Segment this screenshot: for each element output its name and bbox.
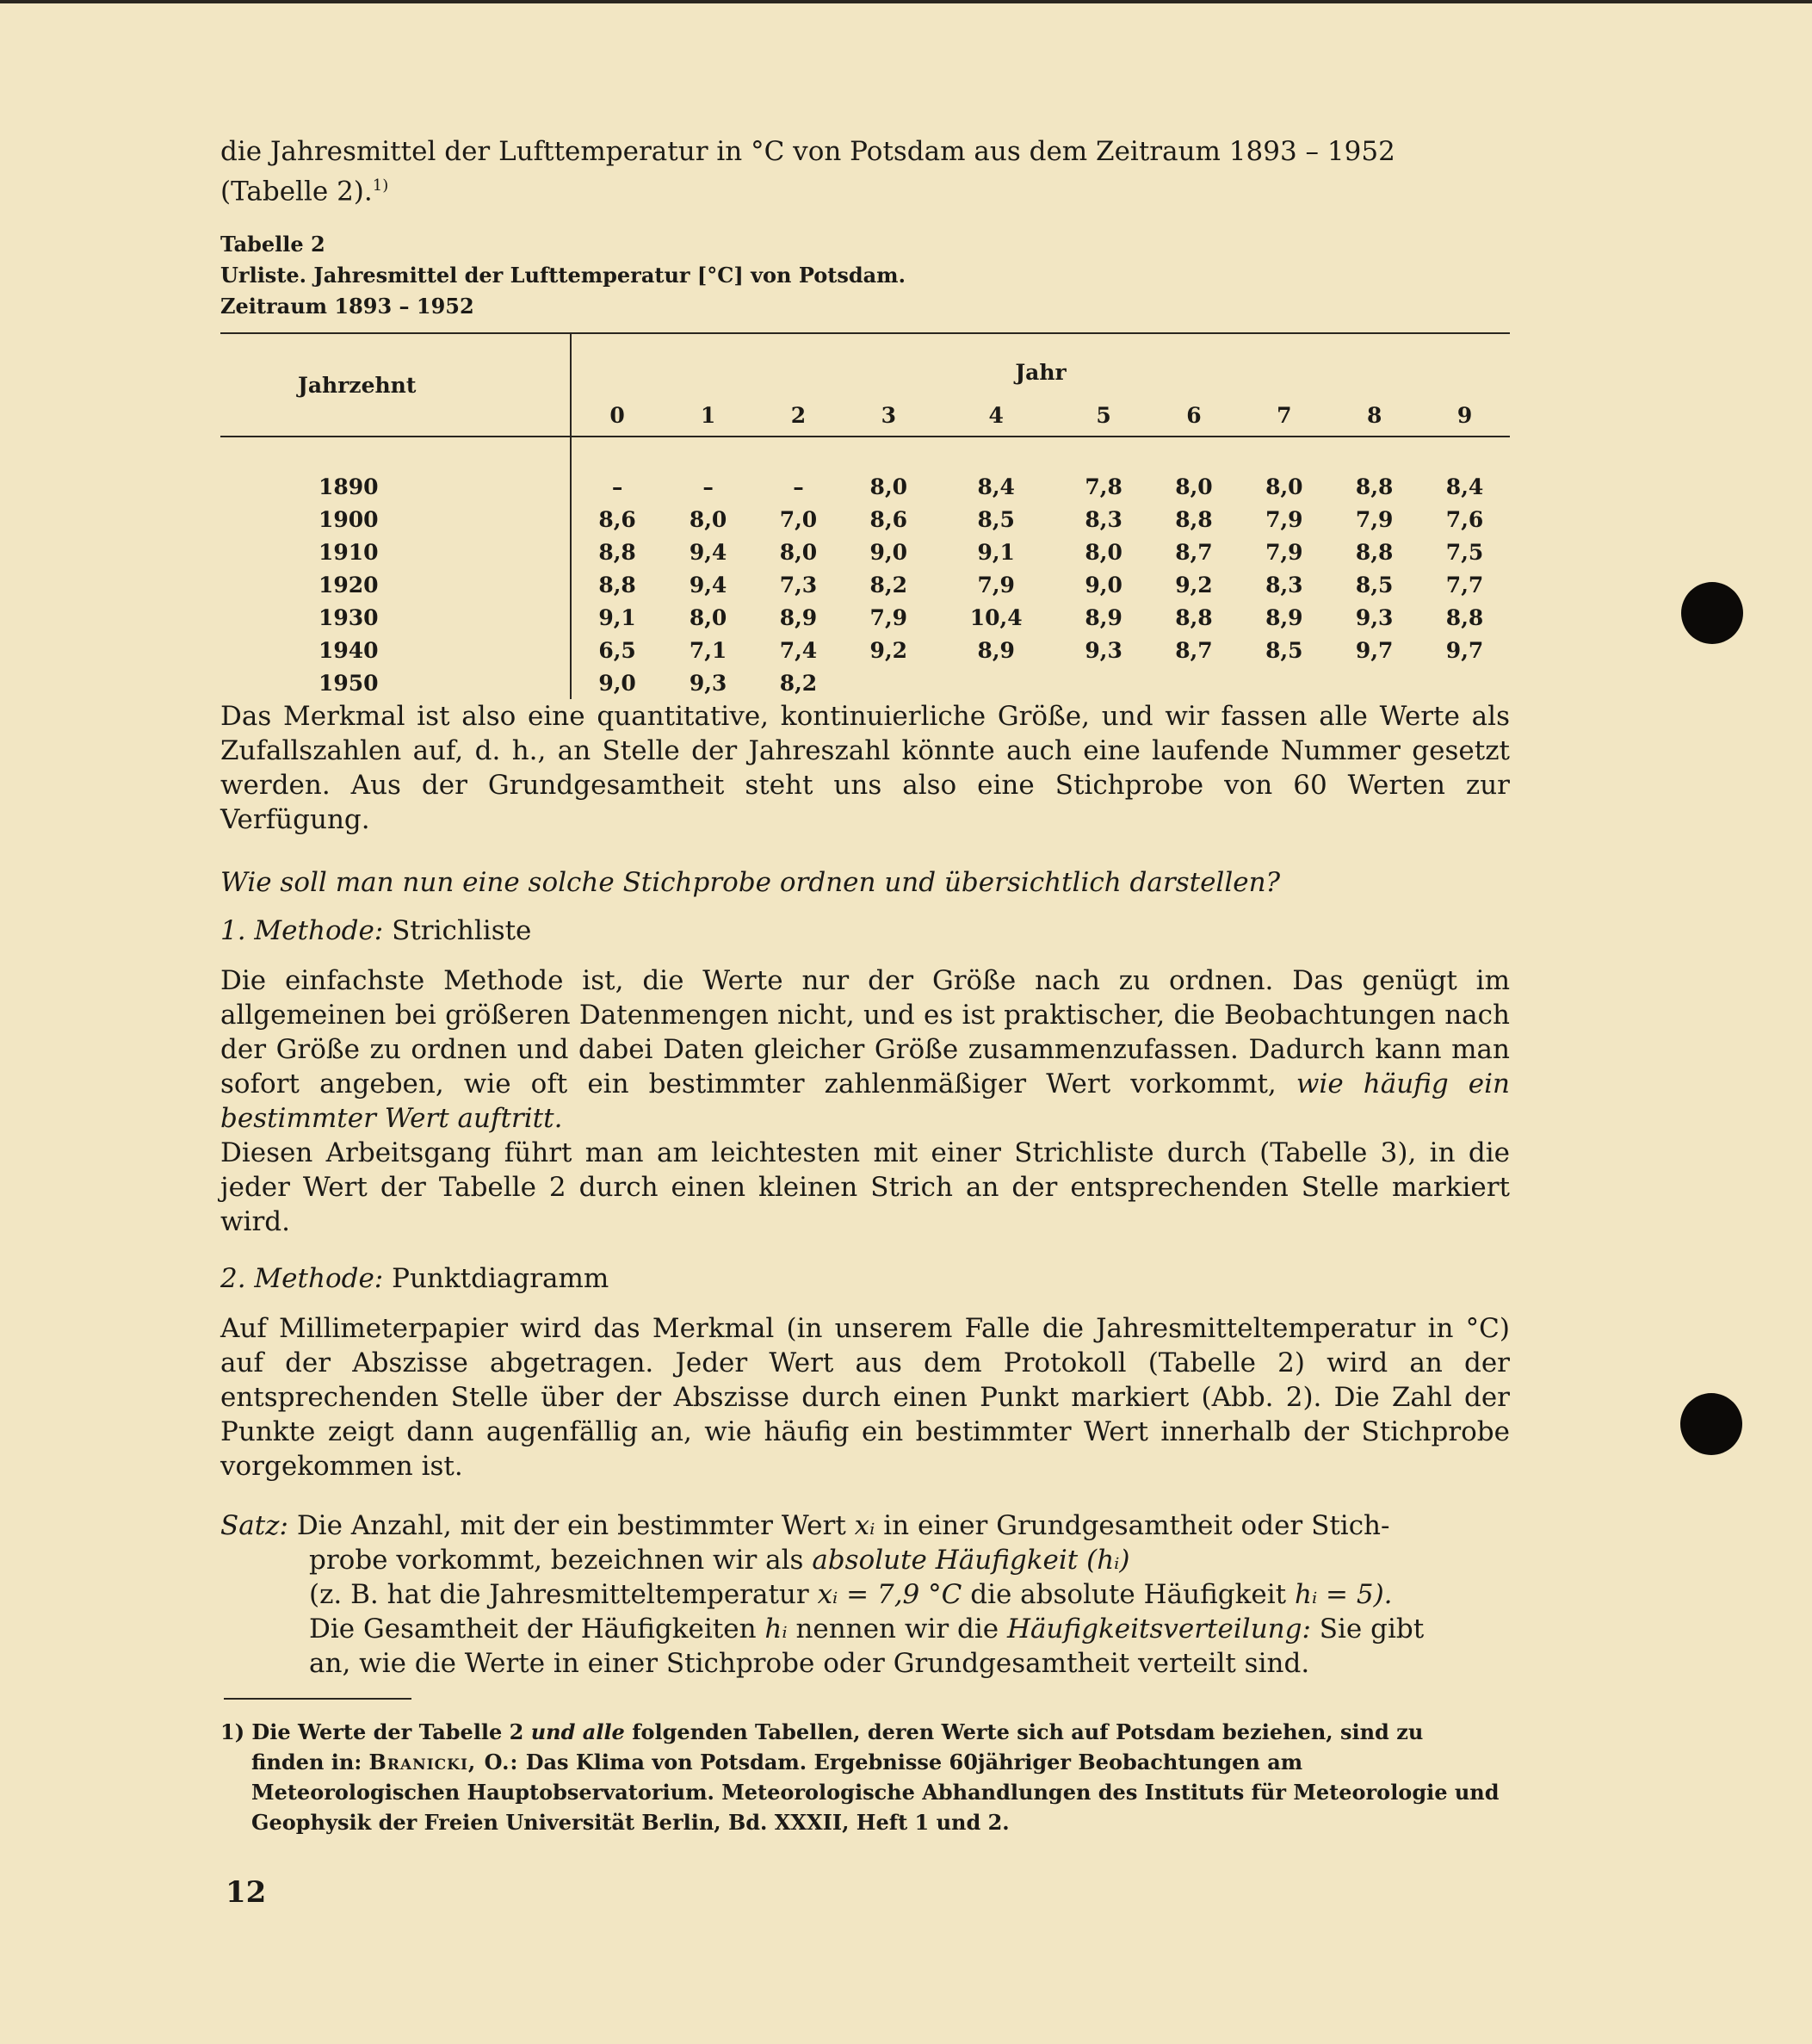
footnote-text: Das Klima von Potsdam. Ergebnisse 60jähriger Beobachtungen am Meteorologischen Hauptobservatorium. Meteorologische Abhandlungen des Instituts für Meteorologie und Geophysik der Freien Universität Berlin, Bd. XXXII, Heft 1 und 2. [251,1750,1500,1835]
temperature-cell: 9,0 [598,670,636,696]
footnote-continuation [220,1747,1510,1837]
temperature-cell: 7,9 [1265,506,1303,532]
temperature-cell: 8,0 [1175,474,1213,499]
column-header-year-digit: 0 [571,396,663,437]
theorem-line-2 [220,1543,1510,1577]
footnote [220,1717,1510,1837]
decade-cell: 1920 [220,568,571,601]
column-header-year-digit: 8 [1329,396,1419,437]
table-row [220,568,1510,601]
temperature-cell: 9,2 [1175,572,1213,598]
temperature-cell: 8,8 [1355,539,1394,565]
question-line: Wie soll man nun eine solche Stichprobe ordnen und übersichtlich darstellen? [220,867,1281,898]
temperature-cell: 6,5 [598,637,636,663]
temperature-cell: 8,7 [1175,637,1213,663]
temperature-cell: 9,0 [1085,572,1122,598]
intro-line-1: die Jahresmittel der Lufttemperatur in °C von Potsdam aus dem Zeitraum 1893 – 1952 [220,136,1395,167]
temperature-cell: 9,3 [1085,637,1122,663]
temperature-cell: 9,2 [869,637,908,663]
method-2-name: Punktdiagramm [392,1263,609,1294]
temperature-cell: 9,7 [1355,637,1394,663]
temperature-cell: 7,9 [977,572,1015,598]
temperature-cell: 7,4 [779,637,818,663]
temperature-cell: 8,3 [1265,572,1303,598]
math-x-i: xᵢ [854,1510,875,1541]
theorem-text: probe vorkommt, bezeichnen wir als [309,1545,804,1576]
theorem-line-3 [220,1577,1510,1612]
temperature-cell: 7,9 [1355,506,1394,532]
table-spacer [220,437,1510,470]
temperature-cell: 8,8 [1175,506,1213,532]
data-table [220,332,1510,699]
footnote-text: Die Werte der Tabelle 2 [251,1719,524,1744]
table-row [220,634,1510,666]
temperature-cell: – [702,474,714,499]
math-example-h: hᵢ = 5). [1294,1579,1393,1610]
temperature-cell: 8,6 [598,506,636,532]
theorem-text: in einer Grundgesamtheit oder Stich- [883,1510,1390,1541]
method-2-heading [220,1261,1510,1296]
footnote-author: Branicki, O.: [368,1750,519,1775]
temperature-cell: 7,0 [779,506,818,532]
temperature-cell: 7,7 [1445,572,1484,598]
temperature-cell: 7,1 [689,637,727,663]
math-example-x: xᵢ = 7,9 °C [817,1579,962,1610]
temperature-cell: 8,8 [1355,474,1394,499]
temperature-table [220,332,1510,699]
decade-cell: 1930 [220,601,571,634]
temperature-cell [1239,666,1329,699]
intro-line-2-text: (Tabelle 2). [220,176,373,207]
temperature-cell: 8,8 [1175,604,1213,630]
intro-paragraph [220,134,1510,208]
temperature-cell [934,666,1059,699]
table-body [220,470,1510,699]
column-header-year-digit: 6 [1149,396,1240,437]
footnote-reference: 1) [372,177,389,195]
paragraph-merkmal: Das Merkmal ist also eine quantitative, kontinuierliche Größe, und wir fassen alle Werte als Zufallszahlen auf, d. h., an Stelle der Jahreszahl könnte auch eine laufende Nummer gesetzt werden. Aus der Grundgesamtheit steht uns also eine Stichprobe von 60 Werten zur Verfügung. [220,701,1510,835]
decade-cell: 1890 [220,470,571,503]
temperature-cell: 8,9 [1085,604,1122,630]
theorem-text: Die Gesamtheit der Häufigkeiten [309,1614,757,1644]
column-header-year-digit: 1 [663,396,753,437]
temperature-cell: 7,6 [1445,506,1484,532]
footnote-rule [224,1698,411,1700]
temperature-cell: 8,0 [779,539,818,565]
binder-hole-top [1681,582,1743,644]
temperature-cell: 8,3 [1085,506,1122,532]
theorem-text: nennen wir die [795,1614,999,1644]
table-row [220,470,1510,503]
column-header-decade: Jahrzehnt [220,333,571,437]
temperature-cell: 7,9 [869,604,908,630]
temperature-cell: 8,5 [1265,637,1303,663]
term-absolute-frequency: absolute Häufigkeit [812,1545,1079,1576]
theorem-block [220,1508,1510,1681]
decade-cell: 1900 [220,503,571,536]
temperature-cell: 9,7 [1445,637,1484,663]
temperature-cell: 8,8 [598,572,636,598]
temperature-cell: 7,8 [1085,474,1122,499]
temperature-cell: 9,0 [869,539,908,565]
temperature-cell: 9,3 [689,670,727,696]
binder-hole-bottom [1680,1393,1742,1455]
temperature-cell: 9,1 [977,539,1015,565]
temperature-cell: 8,5 [977,506,1015,532]
temperature-cell [844,666,934,699]
theorem-text: Die Anzahl, mit der ein bestimmter Wert [296,1510,846,1541]
temperature-cell: 9,1 [598,604,636,630]
temperature-cell: 8,8 [598,539,636,565]
temperature-cell: – [793,474,804,499]
method-1-heading [220,914,1510,948]
temperature-cell: 7,5 [1445,539,1484,565]
temperature-cell [1419,666,1510,699]
footnote-emphasis: und alle [530,1719,625,1744]
temperature-cell: 7,3 [779,572,818,598]
temperature-cell: 9,3 [1355,604,1394,630]
page-number: 12 [226,1875,267,1910]
temperature-cell: 10,4 [969,604,1023,630]
temperature-cell: 8,9 [1265,604,1303,630]
column-header-year-digit: 5 [1059,396,1149,437]
method-1-name: Strichliste [392,915,532,946]
paragraph-strichliste-emphasis: wie häufig ein bestimmter Wert auftritt. [220,1068,1511,1134]
table-row [220,503,1510,536]
temperature-cell: 8,9 [779,604,818,630]
temperature-cell: 9,4 [689,572,727,598]
table-caption [220,229,1510,322]
caption-title: Urliste. Jahresmittel der Lufttemperatur [°C] von Potsdam. [220,263,906,288]
temperature-cell [1059,666,1149,699]
column-header-year-digit: 4 [934,396,1059,437]
table-row [220,536,1510,568]
temperature-cell: 7,9 [1265,539,1303,565]
paragraph-punktdiagramm: Auf Millimeterpapier wird das Merkmal (in unserem Falle die Jahresmitteltemperatur in °C) auf der Abszisse abgetragen. Jeder Wert aus dem Protokoll (Tabelle 2) wird an der entsprechenden Stelle über der Abszisse durch einen Punkt markiert (Abb. 2). Die Zahl der Punkte zeigt dann augenfällig an, wie häufig ein bestimmter Wert innerhalb der Stichprobe vorgekommen ist. [220,1313,1510,1482]
intro-line-2 [220,169,1510,208]
temperature-cell [1149,666,1240,699]
math-h-i: (hᵢ) [1086,1545,1130,1576]
paragraph-strichliste-text: Die einfachste Methode ist, die Werte nur der Größe nach zu ordnen. Das genügt im allgemeinen bei größeren Datenmengen nicht, und es ist praktischer, die Beobachtungen nach der Größe zu ordnen und dabei Daten gleicher Größe zusammenzufassen. Dadurch kann man sofort angeben, wie oft ein bestimmter zahlenmäßiger Wert vorkommt, [220,965,1510,1099]
temperature-cell: 8,6 [869,506,908,532]
column-header-year-digit: 3 [844,396,934,437]
temperature-cell [1329,666,1419,699]
temperature-cell: 8,4 [1445,474,1484,499]
theorem-line-5: an, wie die Werte in einer Stichprobe oder Grundgesamtheit verteilt sind. [309,1648,1310,1679]
temperature-cell: 8,2 [869,572,908,598]
temperature-cell: 8,4 [977,474,1015,499]
footnote-mark: 1) [220,1719,245,1744]
temperature-cell: 8,8 [1445,604,1484,630]
temperature-cell: 8,5 [1355,572,1394,598]
theorem-text: Sie gibt [1319,1614,1425,1644]
math-h-i: hᵢ [764,1614,788,1644]
column-header-year-digit: 2 [753,396,844,437]
decade-cell: 1910 [220,536,571,568]
theorem-label: Satz: [220,1510,288,1541]
caption-table-number: Tabelle 2 [220,232,325,257]
footnote-text: finden in: [251,1750,362,1775]
temperature-cell: 8,0 [689,506,727,532]
temperature-cell: 8,2 [779,670,818,696]
table-header-row [220,333,1510,396]
temperature-cell: – [611,474,623,499]
temperature-cell: 8,0 [1085,539,1122,565]
theorem-line-1 [220,1508,1510,1543]
temperature-cell: 8,7 [1175,539,1213,565]
temperature-cell: 8,0 [1265,474,1303,499]
paragraph-strichliste [220,963,1510,1239]
paragraph-arbeitsgang: Diesen Arbeitsgang führt man am leichtesten mit einer Strichliste durch (Tabelle 3), in die jeder Wert der Tabelle 2 durch einen kleinen Strich an der entsprechenden Stelle markiert wird. [220,1137,1510,1237]
theorem-text: (z. B. hat die Jahresmitteltemperatur [309,1579,809,1610]
method-1-label: 1. Methode: [220,915,384,946]
footnote-text: folgenden Tabellen, deren Werte sich auf Potsdam beziehen, sind zu [632,1719,1424,1744]
table-row [220,666,1510,699]
column-group-header-year: Jahr [1015,359,1067,385]
temperature-cell: 9,4 [689,539,727,565]
decade-cell: 1940 [220,634,571,666]
column-header-year-digit: 9 [1419,396,1510,437]
table-row [220,601,1510,634]
theorem-text: die absolute Häufigkeit [970,1579,1287,1610]
temperature-cell: 8,9 [977,637,1015,663]
temperature-cell: 8,0 [689,604,727,630]
caption-period: Zeitraum 1893 – 1952 [220,294,474,319]
decade-cell: 1950 [220,666,571,699]
temperature-cell: 8,0 [869,474,908,499]
theorem-line-4 [220,1612,1510,1646]
method-2-label: 2. Methode: [220,1263,384,1294]
term-frequency-distribution: Häufigkeitsverteilung: [1006,1614,1311,1644]
column-header-year-digit: 7 [1239,396,1329,437]
